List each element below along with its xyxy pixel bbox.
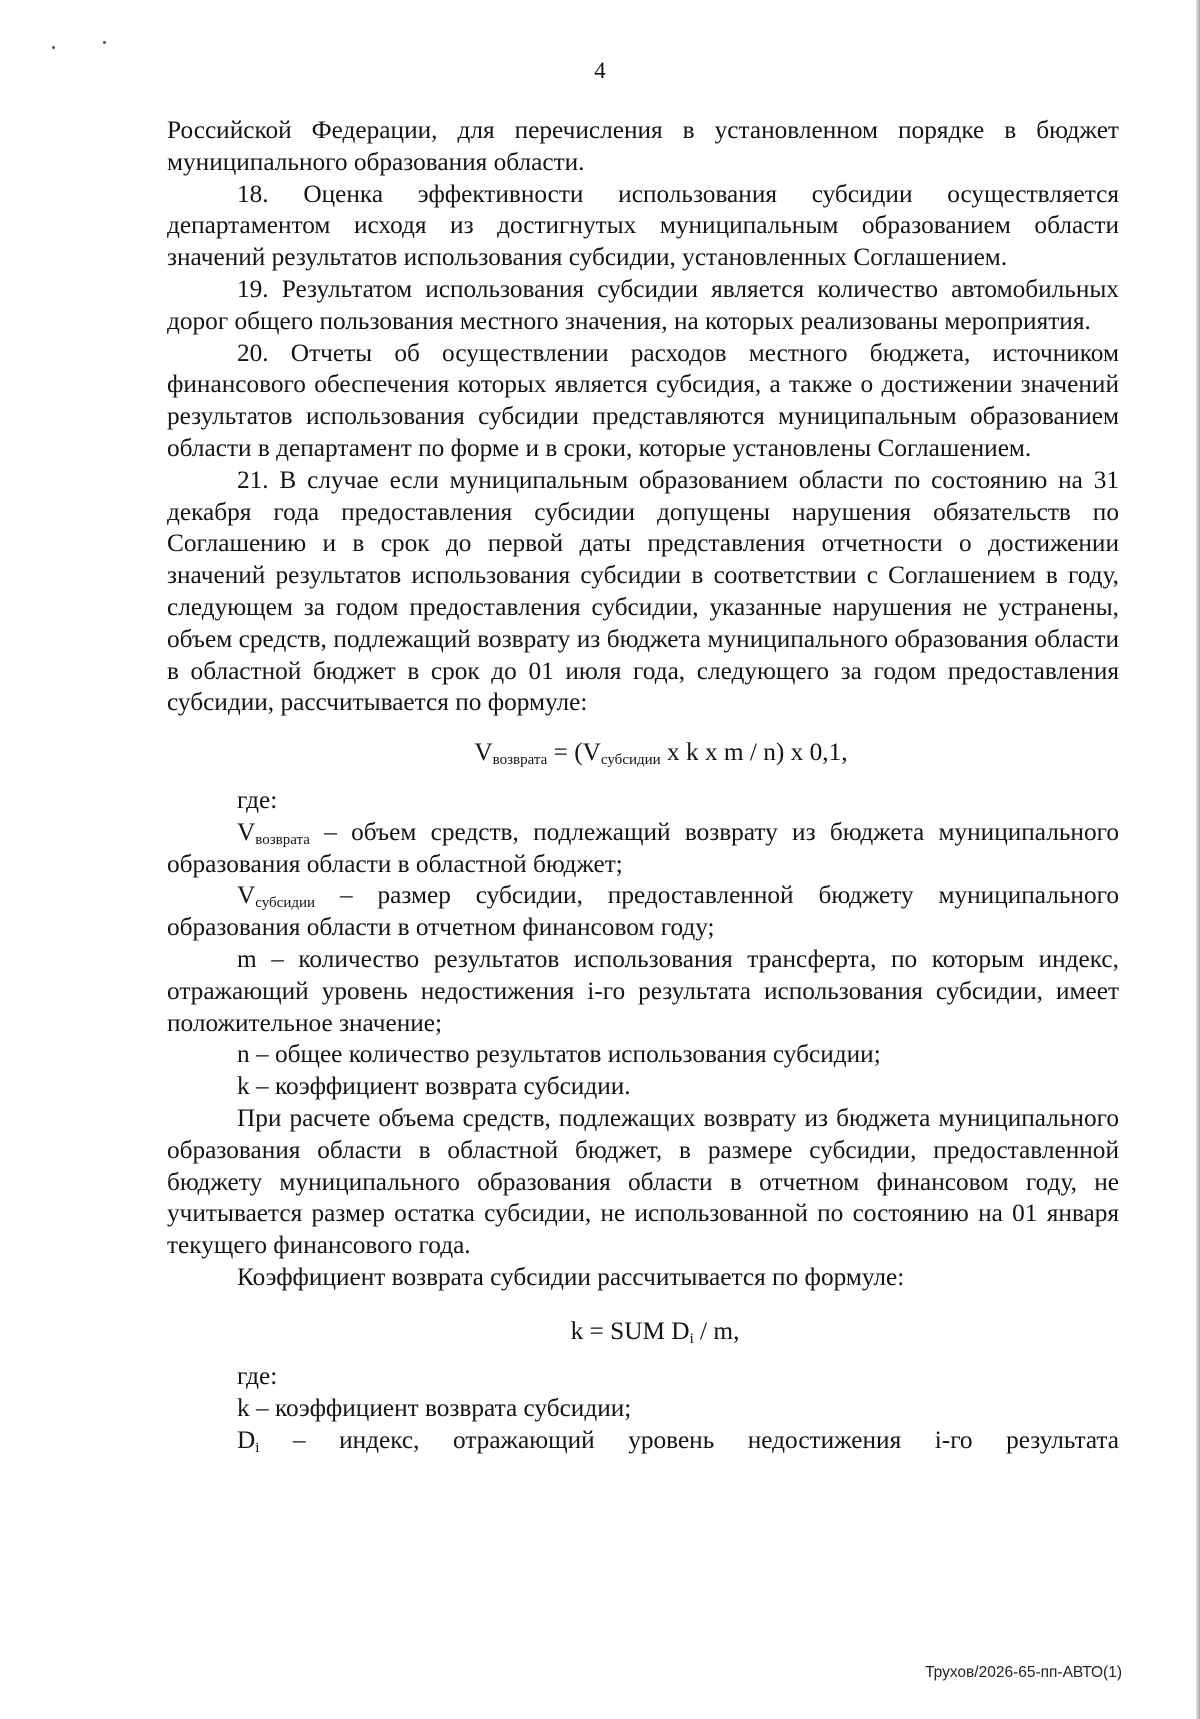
paragraph-calculation: При расчете объема средств, подлежащих возврату из бюджета муниципального образования области в областной бюджет, в размере субсидии, предоставленной бюджету муниципального образования области в отчетном финансовом году, не учитывается размер остатка субсидии, не использованной по состоянию на 01 января текущего финансового года. <box>167 1103 1119 1260</box>
formula-coefficient: k = SUM $D_i$ / m, <box>570 1316 740 1347</box>
where-label: где: <box>237 1362 278 1391</box>
document-body <box>167 115 1119 1457</box>
paragraph-20: 20. Отчеты об осуществлении расходов местного бюджета, источником финансового обеспечения которых является субсидия, а также о достижении значений результатов использования субсидии представляются муниципальным образованием области в департамент по форме и в сроки, которые установлены Соглашением. <box>167 338 1119 462</box>
scan-speck <box>52 46 55 49</box>
definition-n: n – общее количество результатов использования субсидии; <box>237 1040 881 1069</box>
formula-return-volume: $V_{возврата} = (V_{субсидии}$ x k x m / n) x 0,1, <box>474 738 848 769</box>
paragraph-coefficient: Коэффициент возврата субсидии рассчитывается по формуле: <box>237 1262 905 1291</box>
document-footer-code: Трухов/2026-65-пп-АВТО(1) <box>925 1664 1122 1681</box>
definition-v-return: $V_{возврата}$ – объем средств, подлежащий возврату из бюджета муниципального образования области в областной бюджет; <box>167 817 1119 878</box>
scan-speck <box>103 41 106 44</box>
paragraph-intro: Российской Федерации, для перечисления в установленном порядке в бюджет муниципального образования области. <box>167 116 1119 176</box>
paragraph-18: 18. Оценка эффективности использования субсидии осуществляется департаментом исходя из достигнутых муниципальным образованием области значений результатов использования субсидии, установленных Соглашением. <box>167 179 1119 272</box>
page-number: 4 <box>594 58 606 83</box>
scan-right-edge <box>1196 0 1200 1719</box>
definition-m: m – количество результатов использования трансферта, по которым индекс, отражающий уровень недостижения i-го результата использования субсидии, имеет положительное значение; <box>167 944 1119 1037</box>
where-label: где: <box>237 785 278 814</box>
definition-k: k – коэффициент возврата субсидии. <box>237 1072 631 1101</box>
paragraph-21: 21. В случае если муниципальным образованием области по состоянию на 31 декабря года предоставления субсидии допущены нарушения обязательств по Соглашению и в срок до первой даты представления отчетности о достижении значений результатов использования субсидии в соответствии с Соглашением в году, следующем за годом предоставления субсидии, указанные нарушения не устранены, объем средств, подлежащий возврату из бюджета муниципального образования области в областной бюджет в срок до 01 июля года, следующего за годом предоставления субсидии, рассчитывается по формуле: <box>167 465 1119 717</box>
paragraph-19: 19. Результатом использования субсидии является количество автомобильных дорог общего пользования местного значения, на которых реализованы мероприятия. <box>167 274 1119 335</box>
definition-di: $D_i$ – индекс, отражающий уровень недостижения i-го результата <box>237 1426 1119 1457</box>
definition-k-second: k – коэффициент возврата субсидии; <box>237 1394 632 1423</box>
definition-v-subsidy: $V_{субсидии}$ – размер субсидии, предоставленной бюджету муниципального образования области в отчетном финансовом году; <box>167 881 1119 942</box>
